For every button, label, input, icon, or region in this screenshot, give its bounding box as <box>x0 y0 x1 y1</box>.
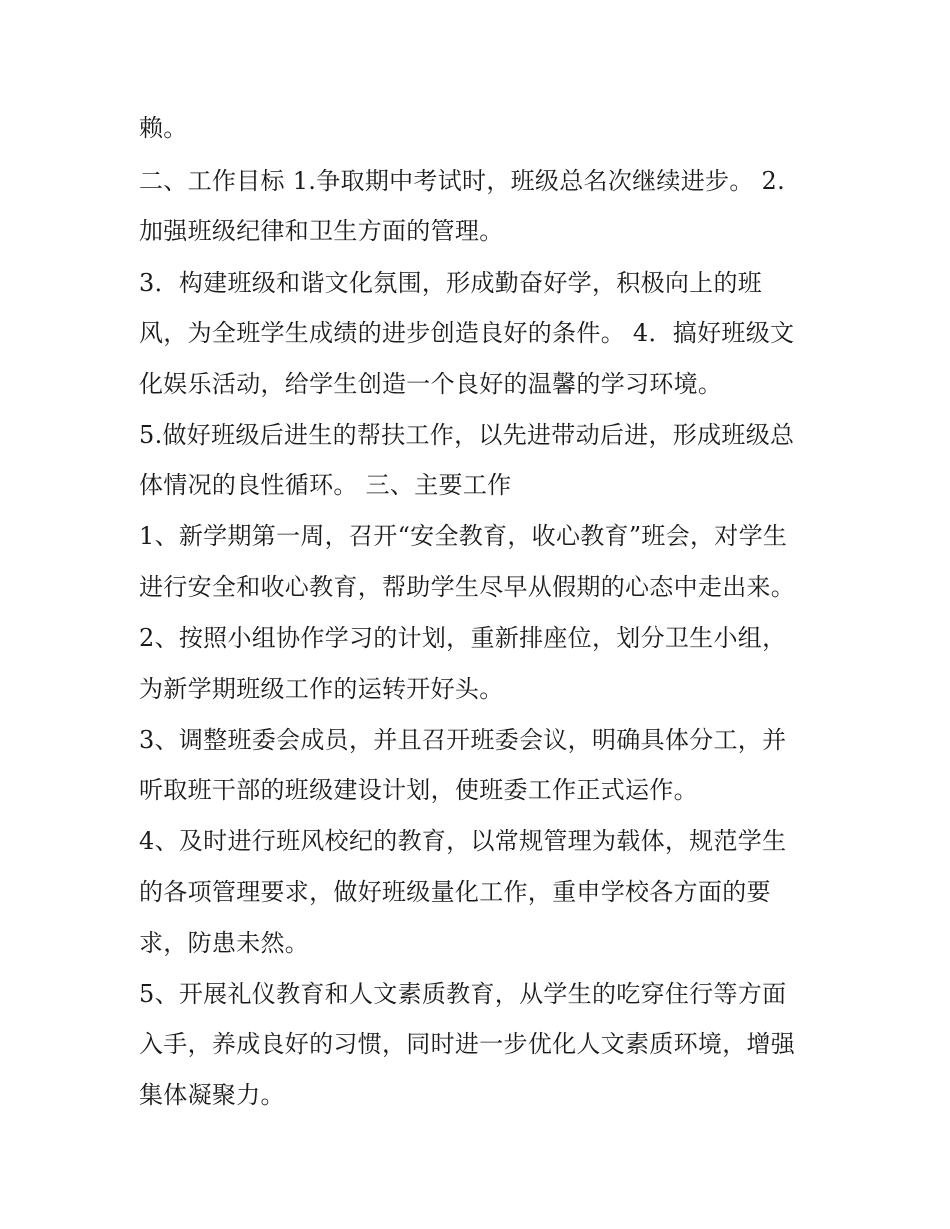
text-line: 5、开展礼仪教育和人文素质教育，从学生的吃穿住行等方面 <box>139 980 787 1008</box>
text-line: 听取班干部的班级建设计划，使班委工作正式运作。 <box>139 776 698 804</box>
text-line: 赖。 <box>139 114 188 142</box>
text-line: 进行安全和收心教育，帮助学生尽早从假期的心态中走出来。 <box>139 573 796 601</box>
text-line: 4、及时进行班风校纪的教育，以常规管理为载体，规范学生 <box>139 827 787 855</box>
text-line: 二、工作目标 1.争取期中考试时，班级总名次继续进步。 2. <box>139 167 786 195</box>
text-line: 化娱乐活动，给学生创造一个良好的温馨的学习环境。 <box>139 370 723 398</box>
text-line: 3、调整班委会成员，并且召开班委会议，明确具体分工，并 <box>139 726 787 754</box>
text-line: 为新学期班级工作的运转开好头。 <box>139 675 504 703</box>
text-line: 的各项管理要求，做好班级量化工作，重申学校各方面的要 <box>139 878 771 906</box>
text-line: 2、按照小组协作学习的计划，重新排座位，划分卫生小组， <box>139 624 787 652</box>
text-line: 风，为全班学生成绩的进步创造良好的条件。 4．搞好班级文 <box>139 319 795 347</box>
text-line: 3．构建班级和谐文化氛围，形成勤奋好学，积极向上的班 <box>139 269 763 297</box>
text-line: 5.做好班级后进生的帮扶工作，以先进带动后进，形成班级总 <box>139 421 795 449</box>
text-line: 入手，养成良好的习惯，同时进一步优化人文素质环境，增强 <box>139 1030 796 1058</box>
text-line: 加强班级纪律和卫生方面的管理。 <box>139 217 504 245</box>
text-line: 体情况的良性循环。 三、主要工作 <box>139 471 512 499</box>
text-line: 集体凝聚力。 <box>139 1081 285 1109</box>
text-line: 1、新学期第一周，召开“安全教育，收心教育”班会，对学生 <box>139 522 788 550</box>
text-line: 求，防患未然。 <box>139 929 310 957</box>
